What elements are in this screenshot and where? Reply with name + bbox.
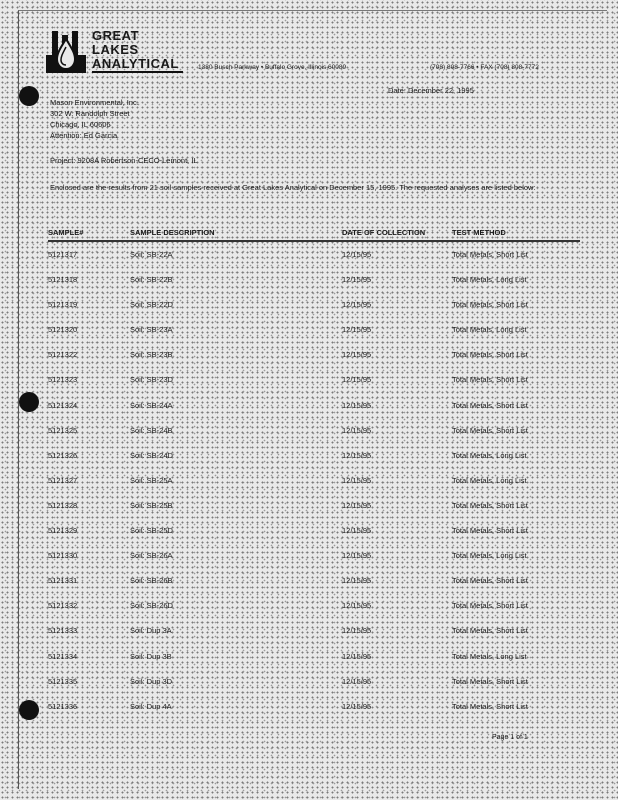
table-cell: Soil: SB-26D	[130, 601, 173, 611]
report-date: Date: December 22, 1995	[388, 86, 474, 95]
company-name	[92, 29, 183, 73]
page-number: Page 1 of 1	[492, 734, 528, 741]
table-cell: 12/15/95	[342, 475, 372, 485]
table-cell: 5121318	[48, 275, 78, 285]
table-cell: Total Metals, Short List	[452, 526, 528, 536]
table-cell: Soil: Dup 3A	[130, 626, 172, 636]
recipient-line: Chicago, IL 60606	[50, 120, 111, 129]
table-cell: Total Metals, Short List	[452, 500, 528, 510]
table-row	[48, 325, 580, 350]
table-cell: Total Metals, Long List	[452, 325, 527, 335]
table-cell: Total Metals, Short List	[452, 601, 528, 611]
table-cell: 5121336	[48, 701, 78, 711]
table-cell: 12/15/95	[342, 676, 372, 686]
column-header: SAMPLE DESCRIPTION	[130, 228, 215, 237]
table-cell: Total Metals, Long List	[452, 651, 527, 661]
table-cell: 12/15/95	[342, 300, 372, 310]
table-cell: Soil: SB-24A	[130, 400, 173, 410]
table-cell: 12/15/95	[342, 651, 372, 661]
table-row	[48, 401, 580, 426]
table-cell: Soil: SB-22B	[130, 275, 173, 285]
punch-hole	[19, 392, 39, 412]
column-header: TEST METHOD	[452, 228, 506, 237]
table-row	[48, 576, 580, 601]
table-cell: 5121329	[48, 526, 78, 536]
table-cell: 12/15/95	[342, 400, 372, 410]
company-name-line: ANALYTICAL	[92, 57, 183, 73]
punch-hole	[19, 86, 39, 106]
table-row	[48, 426, 580, 451]
table-cell: Soil: SB-24D	[130, 450, 173, 460]
table-cell: Soil: SB-22A	[130, 250, 173, 259]
table-cell: 5121324	[48, 400, 78, 410]
table-cell: Soil: SB-26A	[130, 551, 173, 561]
table-cell: Soil: SB-23B	[130, 350, 173, 360]
table-row	[48, 652, 580, 677]
table-cell: Total Metals, Short List	[452, 375, 528, 385]
table-cell: 5121328	[48, 500, 78, 510]
table-cell: Soil: SB-24B	[130, 425, 173, 435]
recipient-line: 302 W. Randolph Street	[50, 109, 130, 118]
table-cell: 5121332	[48, 601, 78, 611]
table-row	[48, 275, 580, 300]
recipient-address	[50, 97, 139, 141]
table-cell: Soil: Dup 3D	[130, 676, 173, 686]
table-cell: 12/15/95	[342, 551, 372, 561]
table-cell: 5121333	[48, 626, 78, 636]
table-cell: 5121335	[48, 676, 78, 686]
table-header	[48, 228, 580, 242]
table-row	[48, 350, 580, 375]
table-cell: Soil: SB-26B	[130, 576, 173, 586]
table-row	[48, 451, 580, 476]
table-cell: 5121317	[48, 250, 78, 259]
table-cell: Total Metals, Short List	[452, 250, 528, 259]
company-logo	[46, 29, 186, 75]
table-cell: Soil: SB-25A	[130, 475, 173, 485]
table-cell: 5121327	[48, 475, 78, 485]
table-cell: 12/15/95	[342, 601, 372, 611]
table-cell: Total Metals, Short List	[452, 400, 528, 410]
table-cell: 12/15/95	[342, 626, 372, 636]
table-row	[48, 250, 580, 275]
company-name-line: GREAT	[92, 28, 140, 43]
table-cell: Total Metals, Short List	[452, 425, 528, 435]
recipient-line: Attention: Ed Garcia	[50, 131, 118, 140]
samples-table	[48, 250, 580, 727]
table-cell: 5121320	[48, 325, 78, 335]
table-cell: 12/15/95	[342, 500, 372, 510]
table-cell: Soil: SB-25D	[130, 526, 173, 536]
company-name-line: LAKES	[92, 42, 139, 57]
table-cell: 12/15/95	[342, 250, 372, 259]
table-row	[48, 526, 580, 551]
table-cell: 12/15/95	[342, 576, 372, 586]
table-cell: 5121322	[48, 350, 78, 360]
table-cell: 12/15/95	[342, 450, 372, 460]
table-cell: 12/15/95	[342, 275, 372, 285]
table-cell: 12/15/95	[342, 350, 372, 360]
company-phone-fax: (708) 808-7766 • FAX (708) 808-7772	[430, 64, 539, 71]
table-cell: Total Metals, Long List	[452, 475, 527, 485]
table-row	[48, 601, 580, 626]
table-cell: Soil: Dup 3B	[130, 651, 172, 661]
table-cell: Total Metals, Long List	[452, 275, 527, 285]
table-cell: 12/15/95	[342, 325, 372, 335]
recipient-line: Mason Environmental, Inc.	[50, 98, 139, 107]
punch-hole	[19, 700, 39, 720]
table-cell: Total Metals, Short List	[452, 350, 528, 360]
table-cell: 12/15/95	[342, 425, 372, 435]
table-cell: 5121319	[48, 300, 78, 310]
company-address: 1380 Busch Parkway • Buffalo Grove, Illinois 60089	[198, 64, 347, 71]
table-cell: 12/15/95	[342, 701, 372, 711]
table-row	[48, 626, 580, 651]
table-cell: 5121330	[48, 551, 78, 561]
column-header: SAMPLE#	[48, 228, 84, 237]
table-cell: 12/15/95	[342, 526, 372, 536]
table-cell: Soil: SB-23D	[130, 375, 173, 385]
table-row	[48, 501, 580, 526]
table-cell: Total Metals, Short List	[452, 701, 528, 711]
table-row	[48, 476, 580, 501]
table-cell: Total Metals, Short List	[452, 300, 528, 310]
table-row	[48, 702, 580, 727]
table-cell: 5121323	[48, 375, 78, 385]
table-cell: Total Metals, Long List	[452, 450, 527, 460]
table-cell: Total Metals, Short List	[452, 576, 528, 586]
droplet-logo-icon	[46, 31, 86, 73]
table-cell: 12/15/95	[342, 375, 372, 385]
table-cell: Total Metals, Long List	[452, 551, 527, 561]
table-cell: Soil: SB-25B	[130, 500, 173, 510]
table-cell: Soil: Dup 4A	[130, 701, 172, 711]
table-row	[48, 677, 580, 702]
table-cell: Soil: SB-22D	[130, 300, 173, 310]
table-cell: Total Metals, Short List	[452, 626, 528, 636]
intro-paragraph: Enclosed are the results from 21 soil samples received at Great Lakes Analytical on December 15, 1995. The requested analyses are listed below:	[50, 183, 536, 192]
table-cell: 5121325	[48, 425, 78, 435]
table-cell: Soil: SB-23A	[130, 325, 173, 335]
table-row	[48, 375, 580, 400]
project-line: Project: 9208A Robertson-CECO-Lemont, IL	[50, 156, 198, 165]
table-cell: 5121331	[48, 576, 78, 586]
table-row	[48, 300, 580, 325]
table-cell: 5121326	[48, 450, 78, 460]
column-header: DATE OF COLLECTION	[342, 228, 426, 237]
table-cell: 5121334	[48, 651, 78, 661]
table-row	[48, 551, 580, 576]
table-cell: Total Metals, Short List	[452, 676, 528, 686]
